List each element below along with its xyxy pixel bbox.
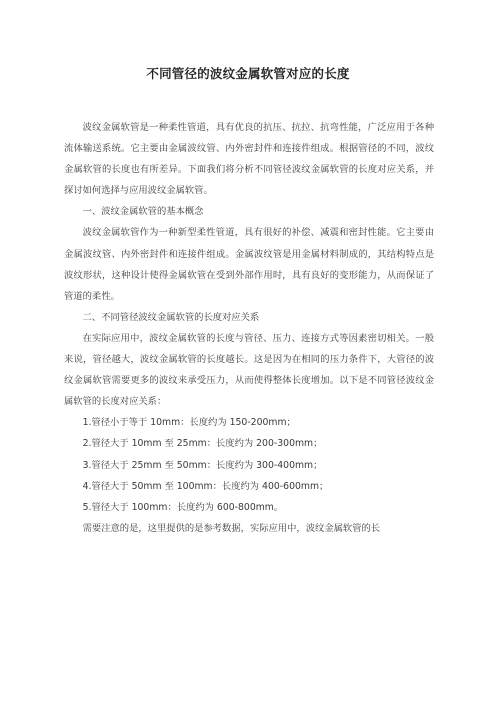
document-title: 不同管径的波纹金属软管对应的长度 <box>146 66 350 81</box>
section-heading-basic-concept: 一、波纹金属软管的基本概念 <box>82 206 204 218</box>
list-item-3: 3.管径大于 25mm 至 50mm：长度约为 300-400mm； <box>82 459 323 471</box>
length-relation-paragraph: 在实际应用中，波纹金属软管的长度与管径、压力、连接方式等因素密切相关。一般来说，管径越大，波纹金属软管的长度越长。这是因为在相同的压力条件下，大管径的波纹金属软管需要更多的波纹来承受压力，从而使得整体长度增加。以下是不同管径波纹金属软管的长度对应关系： <box>64 332 434 408</box>
document-body <box>64 117 434 539</box>
list-item-1: 1.管径小于等于 10mm：长度约为 150-200mm； <box>82 417 296 429</box>
closing-paragraph: 需要注意的是，这里提供的是参考数据，实际应用中，波纹金属软管的长 <box>82 522 381 534</box>
list-item-2: 2.管径大于 10mm 至 25mm：长度约为 200-300mm； <box>82 438 323 450</box>
intro-paragraph: 波纹金属软管是一种柔性管道，具有优良的抗压、抗拉、抗弯性能，广泛应用于各种流体输送系统。它主要由金属波纹管、内外密封件和连接件组成。根据管径的不同，波纹金属软管的长度也有所差异。下面我们将分析不同管径波纹金属软管的长度对应关系，并探讨如何选择与应用波纹金属软管。 <box>64 122 434 197</box>
list-item-4: 4.管径大于 50mm 至 100mm：长度约为 400-600mm； <box>82 480 329 492</box>
list-item-5: 5.管径大于 100mm：长度约为 600-800mm。 <box>82 501 284 513</box>
basic-concept-paragraph: 波纹金属软管作为一种新型柔性管道，具有很好的补偿、减震和密封性能。它主要由金属波纹管、内外密封件和连接件组成。金属波纹管是用金属材料制成的，其结构特点是波纹形状，这种设计使得金属软管在受到外部作用时，具有良好的变形能力，从而保证了管道的柔性。 <box>64 227 434 302</box>
section-heading-length-relation: 二、不同管径波纹金属软管的长度对应关系 <box>82 311 260 323</box>
